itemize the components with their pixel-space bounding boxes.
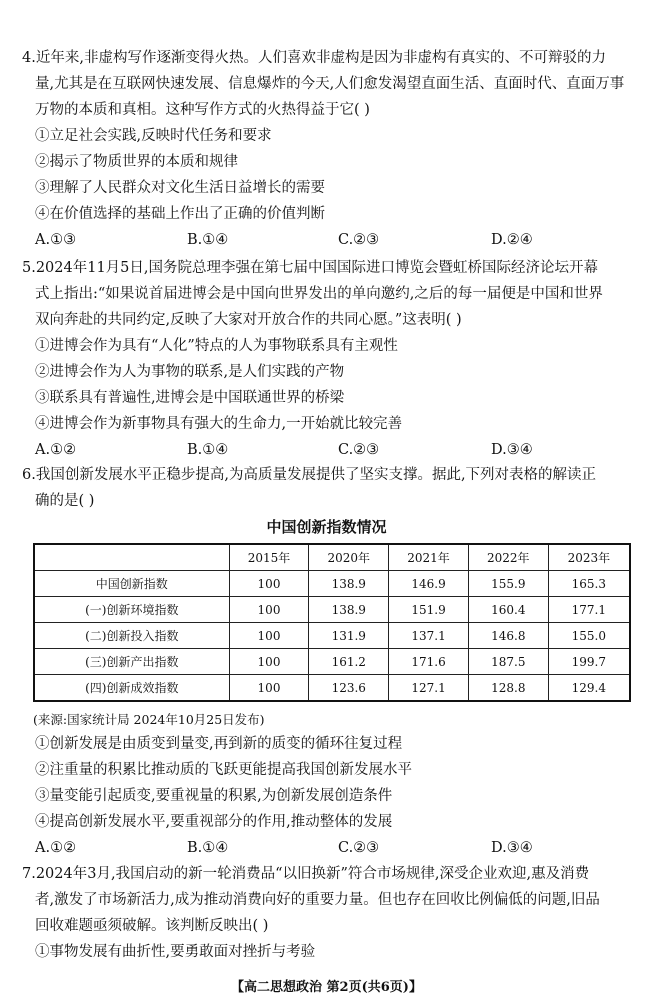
table-cell: 155.0 [548,623,630,649]
q6-stem-line-1: 6.我国创新发展水平正稳步提高,为高质量发展提供了坚实支撑。据此,下列对表格的解读正 [22,467,597,483]
table-cell: 100 [229,675,309,702]
q5-stem-line-3: 双向奔赴的共同约定,反映了大家对开放合作的共同心愿。”这表明( ) [35,312,462,328]
q6-option-c[interactable]: C.②③ [338,840,380,856]
table-cell: 137.1 [389,623,469,649]
table-cell: (三)创新产出指数 [34,649,229,675]
table-header-row [34,544,630,571]
q6-item-1: ①创新发展是由质变到量变,再到新的质变的循环往复过程 [35,736,403,752]
q4-stem-line-2: 量,尤其是在互联网快速发展、信息爆炸的今天,人们愈发渴望直面生活、直面时代、直面万事 [35,76,625,92]
q4-item-1: ①立足社会实践,反映时代任务和要求 [35,128,272,144]
table-cell: 146.8 [468,623,548,649]
q5-item-1: ①进博会作为具有“人化”特点的人为事物联系具有主观性 [35,338,398,354]
q5-item-3: ③联系具有普遍性,进博会是中国联通世界的桥梁 [35,390,345,406]
table-cell: 100 [229,649,309,675]
table-cell: 199.7 [548,649,630,675]
table-row [34,623,630,649]
table-header-cell: 2022年 [468,544,548,571]
table-cell: 123.6 [309,675,389,702]
table-cell: 160.4 [468,597,548,623]
table-cell: (二)创新投入指数 [34,623,229,649]
q5-stem-line-2: 式上指出:“如果说首届进博会是中国向世界发出的单向邀约,之后的每一届便是中国和世界 [35,286,603,302]
q6-option-d[interactable]: D.③④ [491,840,533,856]
q6-item-3: ③量变能引起质变,要重视量的积累,为创新发展创造条件 [35,788,393,804]
q5-option-d[interactable]: D.③④ [491,442,533,458]
q4-option-c[interactable]: C.②③ [338,232,380,248]
table-cell: 100 [229,623,309,649]
q6-stem-line-2: 确的是( ) [35,493,95,509]
table-cell: 127.1 [389,675,469,702]
table-cell: 138.9 [309,597,389,623]
table-cell: 129.4 [548,675,630,702]
innovation-index-table [33,543,631,702]
table-cell: 100 [229,571,309,597]
table-header-cell: 2020年 [309,544,389,571]
q7-stem-line-3: 回收难题亟须破解。该判断反映出( ) [35,918,269,934]
q6-item-2: ②注重量的积累比推动质的飞跃更能提高我国创新发展水平 [35,762,412,778]
q7-stem-line-2: 者,激发了市场新活力,成为推动消费向好的重要力量。但也存在回收比例偏低的问题,旧品 [35,892,600,908]
q4-stem-line-1: 4.近年来,非虚构写作逐渐变得火热。人们喜欢非虚构是因为非虚构有真实的、不可辩驳的力 [22,50,606,66]
table-row [34,649,630,675]
table-header-cell: 2021年 [389,544,469,571]
table-cell: 131.9 [309,623,389,649]
q4-item-3: ③理解了人民群众对文化生活日益增长的需要 [35,180,325,196]
table-cell: 187.5 [468,649,548,675]
table-cell: 165.3 [548,571,630,597]
q5-stem-line-1: 5.2024年11月5日,国务院总理李强在第七届中国国际进口博览会暨虹桥国际经济论坛开幕 [22,260,599,276]
table-header-cell: 2015年 [229,544,309,571]
table-header-cell [34,544,229,571]
table-cell: 中国创新指数 [34,571,229,597]
table-header-cell: 2023年 [548,544,630,571]
table-cell: 177.1 [548,597,630,623]
q6-item-4: ④提高创新发展水平,要重视部分的作用,推动整体的发展 [35,814,393,830]
q4-stem-line-3: 万物的本质和真相。这种写作方式的火热得益于它( ) [35,102,370,118]
table-cell: 100 [229,597,309,623]
q5-item-2: ②进博会作为人为事物的联系,是人们实践的产物 [35,364,345,380]
q5-option-c[interactable]: C.②③ [338,442,380,458]
table-cell: 161.2 [309,649,389,675]
table-cell: (四)创新成效指数 [34,675,229,702]
q4-item-2: ②揭示了物质世界的本质和规律 [35,154,238,170]
table-cell: 171.6 [389,649,469,675]
page-footer: 【高二思想政治 第2页(共6页)】 [231,980,422,995]
q5-option-b[interactable]: B.①④ [187,442,229,458]
table-caption: 中国创新指数情况 [266,518,387,536]
table-row [34,675,630,702]
q4-option-a[interactable]: A.①③ [35,232,77,248]
table-cell: 151.9 [389,597,469,623]
table-row [34,597,630,623]
q4-option-d[interactable]: D.②④ [491,232,533,248]
q6-option-b[interactable]: B.①④ [187,840,229,856]
table-cell: (一)创新环境指数 [34,597,229,623]
table-cell: 138.9 [309,571,389,597]
q5-item-4: ④进博会作为新事物具有强大的生命力,一开始就比较完善 [35,416,403,432]
q7-stem-line-1: 7.2024年3月,我国启动的新一轮消费品“以旧换新”符合市场规律,深受企业欢迎,惠及消费 [22,866,590,882]
table-cell: 155.9 [468,571,548,597]
table-row [34,571,630,597]
q5-option-a[interactable]: A.①② [35,442,77,458]
q7-item-1: ①事物发展有曲折性,要勇敢面对挫折与考验 [35,944,316,960]
q4-option-b[interactable]: B.①④ [187,232,229,248]
table-cell: 128.8 [468,675,548,702]
table-cell: 146.9 [389,571,469,597]
q4-item-4: ④在价值选择的基础上作出了正确的价值判断 [35,206,325,222]
table-source: (来源:国家统计局 2024年10月25日发布) [33,712,265,727]
q6-option-a[interactable]: A.①② [35,840,77,856]
